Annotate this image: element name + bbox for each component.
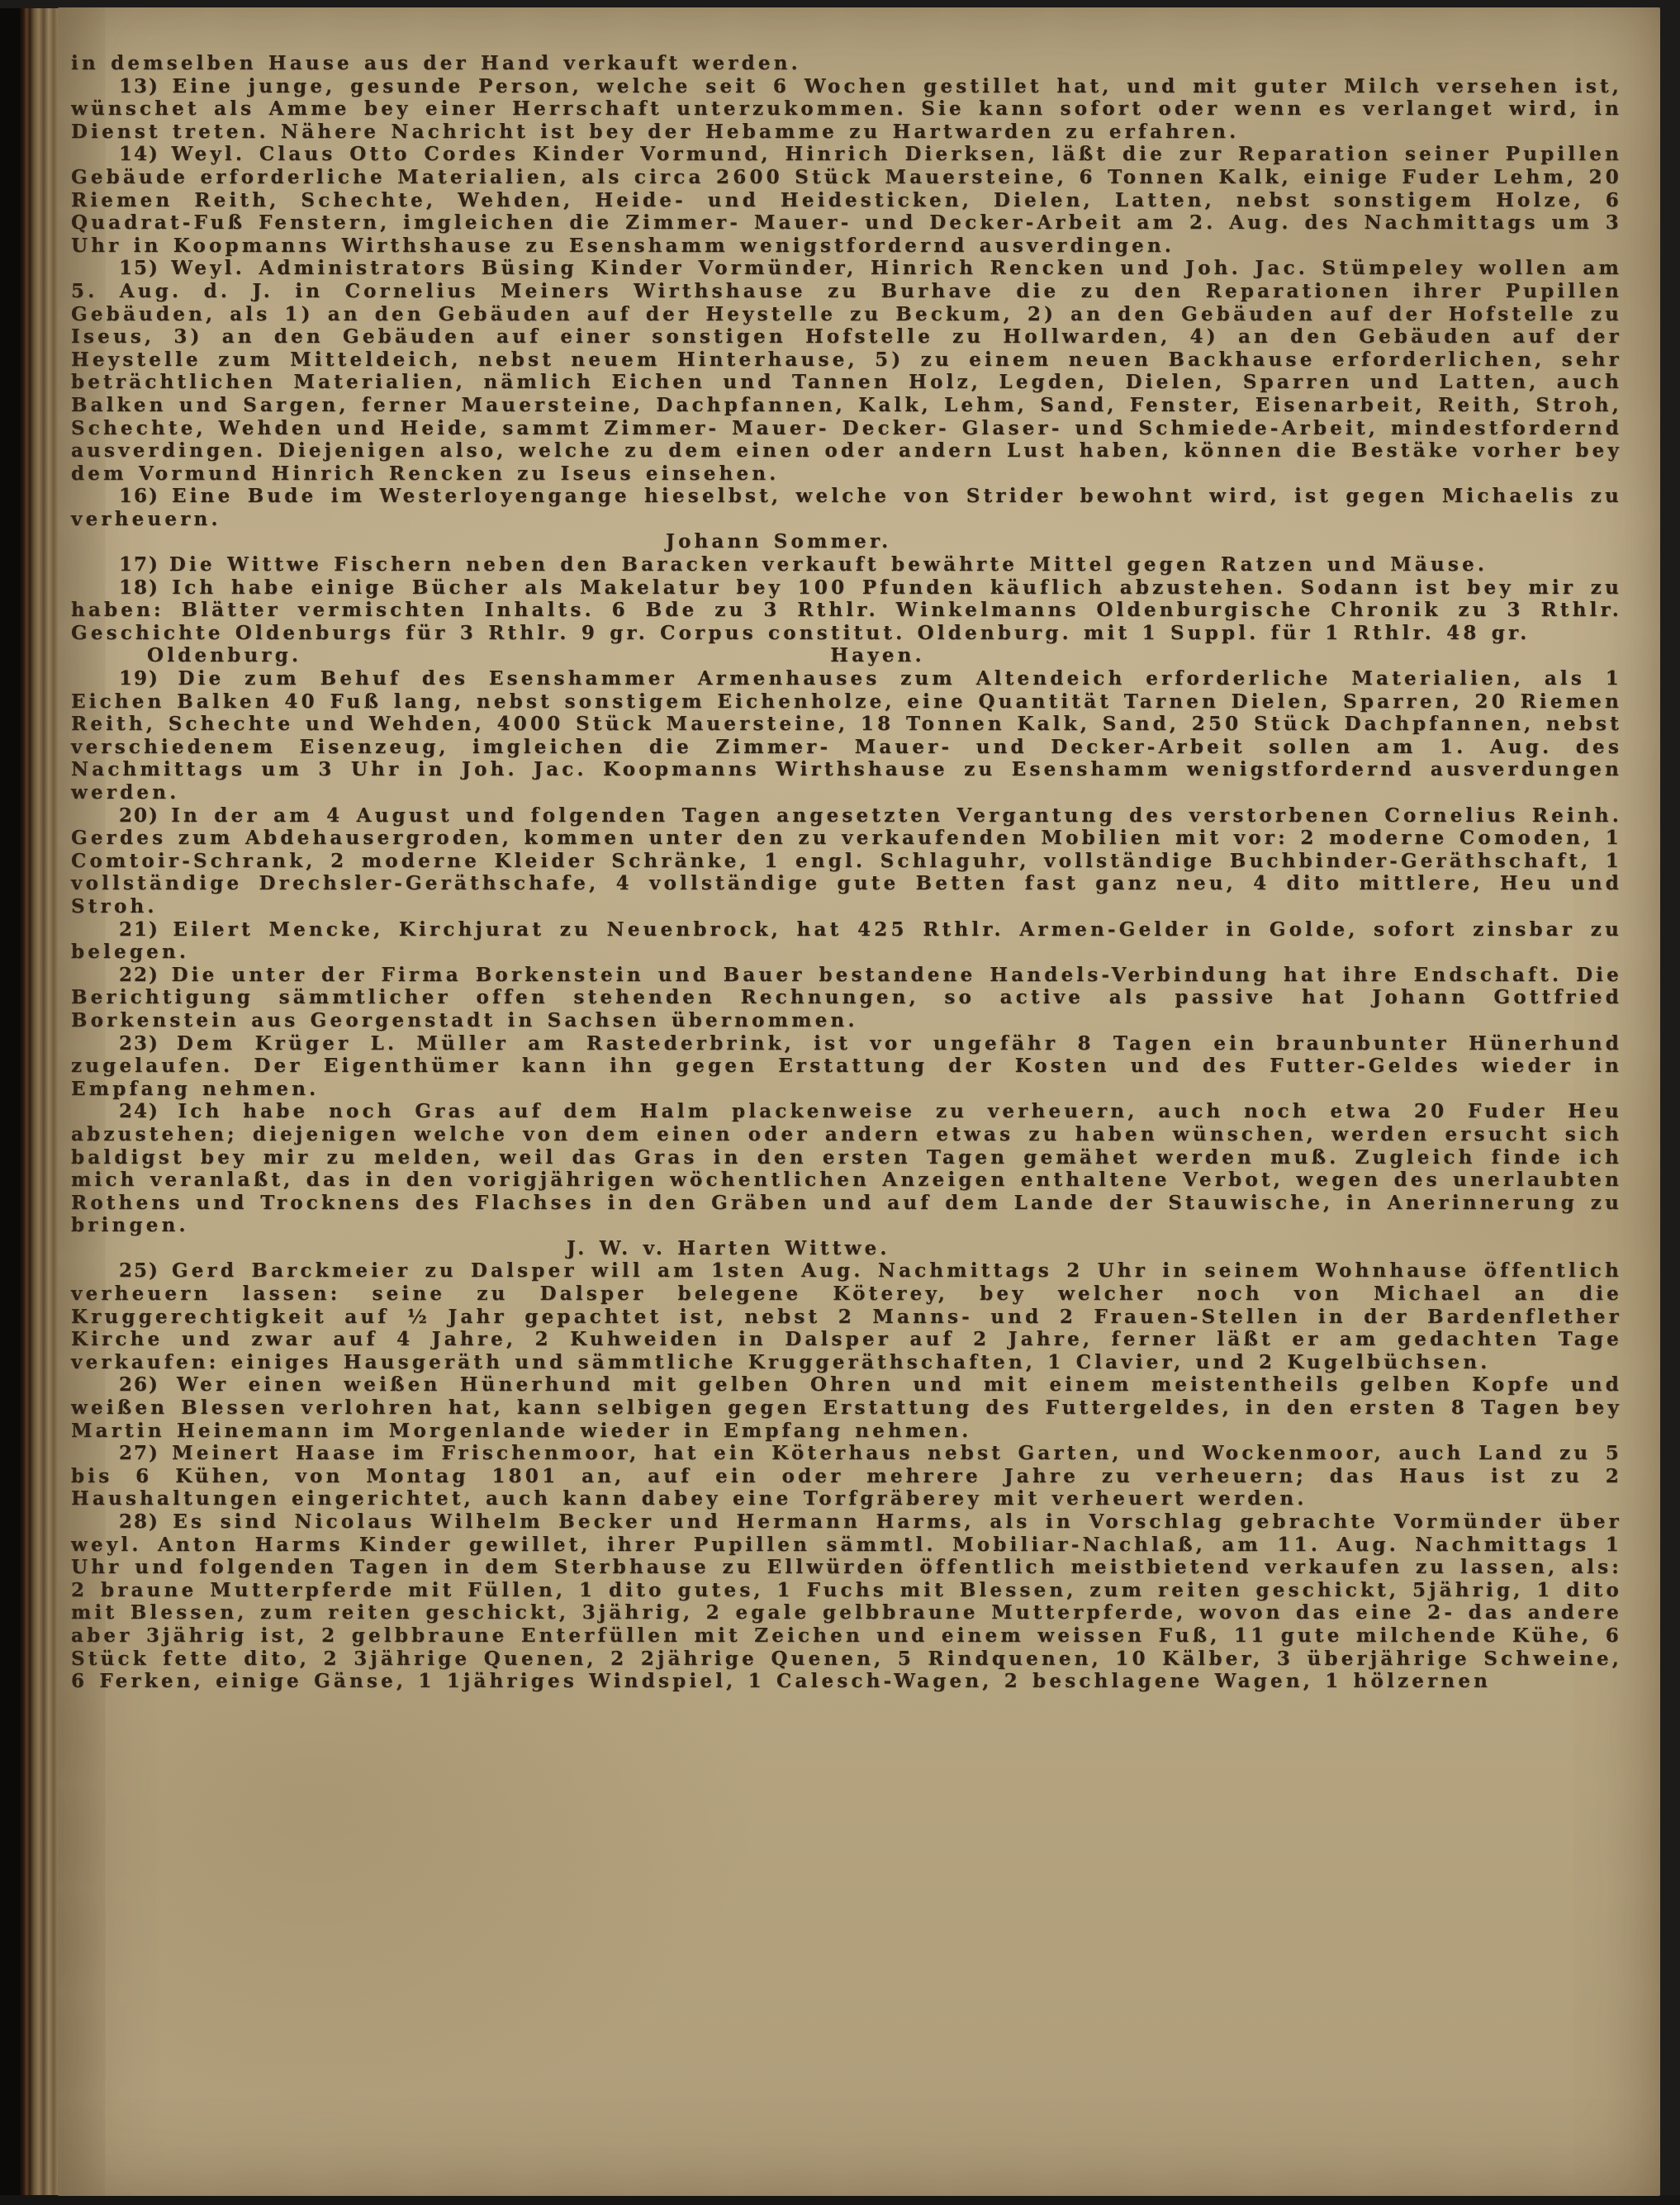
notice-item-21: 21) Eilert Mencke, Kirchjurat zu Neuenbrock, hat 425 Rthlr. Armen-Gelder in Golde, sofort zinsbar zu belegen. xyxy=(71,918,1622,964)
signature: Johann Sommer. xyxy=(666,530,892,553)
notice-item-17: 17) Die Wittwe Fischern neben den Baracken verkauft bewährte Mittel gegen Ratzen und Mäuse. xyxy=(119,553,1488,576)
notice-item-14: 14) Weyl. Claus Otto Cordes Kinder Vormund, Hinrich Dierksen, läßt die zur Reparation seiner Pupillen Gebäude erforderliche Materialien, als circa 2600 Stück Mauersteine, 6 Tonnen Kalk, einige Fuder Lehm, 20 Riemen Reith, Schechte, Wehden, Heide- und Heidesticken, Dielen, Latten, nebst sonstigem Holze, 6 Quadrat-Fuß Fenstern, imgleichen die Zimmer- Mauer- und Decker-Arbeit am 2. Aug. des Nachmittags um 3 Uhr in Koopmanns Wirthshause zu Esenshamm wenigstfordernd ausverdingen. xyxy=(71,143,1622,257)
item-number: 18) xyxy=(119,576,173,599)
item-number: 13) xyxy=(119,74,173,97)
notice-item-18: 18) Ich habe einige Bücher als Makelatur bey 100 Pfunden käuflich abzustehen. Sodann ist bey mir zu haben: Blätter vermischten Inhalts. 6 Bde zu 3 Rthlr. Winkelmanns Oldenburgische Chronik zu 3 Rthlr. Geschichte Oldenburgs für 3 Rthlr. 9 gr. Corpus constitut. Oldenburg. mit 1 Suppl. für 1 Rthlr. 48 gr. xyxy=(71,576,1622,644)
item-number: 24) xyxy=(119,1100,178,1123)
item-number: 25) xyxy=(119,1259,172,1283)
text-column xyxy=(71,52,1622,1693)
notice-item-16: 16) Eine Bude im Westerloyengange hieselbst, welche von Strider bewohnt wird, ist gegen Michaelis zu verheuern. xyxy=(71,485,1622,530)
notice-item-19: 19) Die zum Behuf des Esenshammer Armenhauses zum Altendeich erforderliche Materialien, als 1 Eichen Balken 40 Fuß lang, nebst sonstigem Eichenholze, eine Quantität Tarnen Dielen, Sparren, 20 Riemen Reith, Schechte und Wehden, 4000 Stück Mauersteine, 18 Tonnen Kalk, Sand, 250 Stück Dachpfannen, nebst verschiedenem Eisenzeug, imgleichen die Zimmer- Mauer- und Decker-Arbeit sollen am 1. Aug. des Nachmittags um 3 Uhr in Joh. Jac. Koopmanns Wirthshause zu Esenshamm wenigstfordernd ausverdungen werden. xyxy=(71,667,1622,804)
footer-name: Hayen. xyxy=(830,644,925,667)
notice-item-28: 28) Es sind Nicolaus Wilhelm Becker und Hermann Harms, als in Vorschlag gebrachte Vormünder über weyl. Anton Harms Kinder gewillet, ihrer Pupillen sämmtl. Mobiliar-Nachlaß, am 11. Aug. Nachmittags 1 Uhr und folgenden Tagen in dem Sterbhause zu Ellwürden öffentlich meistbietend verkaufen zu lassen, als: 2 braune Mutterpferde mit Füllen, 1 dito gutes, 1 Fuchs mit Blessen, zum reiten geschickt, 5jährig, 1 dito mit Blessen, zum reiten geschickt, 3jährig, 2 egale gelbbraune Mutterpferde, wovon das eine 2- das andere aber 3jährig ist, 2 gelbbraune Enterfüllen mit Zeichen und einem weissen Fuß, 11 gute milchende Kühe, 6 Stück fette dito, 2 3jährige Quenen, 2 2jährige Quenen, 5 Rindquenen, 10 Kälber, 3 überjährige Schweine, 6 Ferken, einige Gänse, 1 1jähriges Windspiel, 1 Calesch-Wagen, 2 beschlagene Wagen, 1 hölzernen xyxy=(71,1510,1622,1693)
item-number: 15) xyxy=(119,257,172,280)
notice-item-23: 23) Dem Krüger L. Müller am Rastederbrink, ist vor ungefähr 8 Tagen ein braunbunter Hünerhund zugelaufen. Der Eigenthümer kann ihn gegen Erstattung der Kosten und des Futter-Geldes wieder in Empfang nehmen. xyxy=(71,1031,1623,1100)
signature: J. W. v. Harten Wittwe. xyxy=(567,1236,890,1259)
notice-item-26: 26) Wer einen weißen Hünerhund mit gelben Ohren und mit einem meistentheils gelben Kopfe und weißen Blessen verlohren hat, kann selbigen gegen Erstattung des Futtergeldes, in den ersten 8 Tagen bey Martin Heinemann im Morgenlande wieder in Empfang nehmen. xyxy=(71,1373,1622,1442)
notice-item-15: 15) Weyl. Administrators Büsing Kinder Vormünder, Hinrich Rencken und Joh. Jac. Stümpeley wollen am 5. Aug. d. J. in Cornelius Meiners Wirthshause zu Burhave die zu den Reparationen ihrer Pupillen Gebäuden, als 1) an den Gebäuden auf der Heystelle zu Beckum, 2) an den Gebäuden auf der Hofstelle zu Iseus, 3) an den Gebäuden auf einer sonstigen Hofstelle zu Hollwarden, 4) an den Gebäuden auf der Heystelle zum Mitteldeich, nebst neuem Hinterhause, 5) zu einem neuen Backhause erforderlichen, sehr beträchtlichen Materialien, nämlich Eichen und Tannen Holz, Legden, Dielen, Sparren und Latten, auch Balken und Sargen, ferner Mauersteine, Dachpfannen, Kalk, Lehm, Sand, Fenster, Eisenarbeit, Reith, Stroh, Schechte, Wehden und Heide, sammt Zimmer- Mauer- Decker- Glaser- und Schmiede-Arbeit, mindestfordernd ausverdingen. Diejenigen also, welche zu dem einen oder andern Lust haben, können die Bestäke vorher bey dem Vormund Hinrich Rencken zu Iseus einsehen. xyxy=(71,257,1622,485)
item-number: 17) xyxy=(119,553,169,576)
notice-item-27: 27) Meinert Haase im Frischenmoor, hat ein Köterhaus nebst Garten, und Wockenmoor, auch Land zu 5 bis 6 Kühen, von Montag 1801 an, auf ein oder mehrere Jahre zu verheuern; das Haus ist zu 2 Haushaltungen eingerichtet, auch kann dabey eine Torfgräberey mit verheuert werden. xyxy=(71,1442,1622,1510)
item-number: 21) xyxy=(119,918,173,941)
item-number: 19) xyxy=(119,667,178,690)
notice-item-25: 25) Gerd Barckmeier zu Dalsper will am 1sten Aug. Nachmittags 2 Uhr in seinem Wohnhause öffentlich verheuern lassen: seine zu Dalsper belegene Köterey, bey welcher noch von Michael an die Kruggerechtigkeit auf ½ Jahr gepachtet ist, nebst 2 Manns- und 2 Frauen-Stellen in der Bardenflether Kirche und zwar auf 4 Jahre, 2 Kuhweiden in Dalsper auf 2 Jahre, ferner läßt er am gedachten Tage verkaufen: einiges Hausgeräth und sämmtliche Kruggeräthschaften, 1 Clavier, und 2 Kugelbüchsen. xyxy=(71,1259,1622,1373)
item-number: 14) xyxy=(119,143,172,166)
notice-item-20: 20) In der am 4 August und folgenden Tagen angesetzten Vergantung des verstorbenen Cornelius Reinh. Gerdes zum Abdehausergroden, kommen unter den zu verkaufenden Mobilien mit vor: 2 moderne Comoden, 1 Comtoir-Schrank, 2 moderne Kleider Schränke, 1 engl. Schlaguhr, vollständige Buchbinder-Geräthschaft, 1 vollständige Drechsler-Geräthschafe, 4 vollständige gute Betten fast ganz neu, 4 dito mittlere, Heu und Stroh. xyxy=(71,804,1622,918)
item-number: 16) xyxy=(119,485,172,508)
item-number: 28) xyxy=(119,1510,173,1533)
notice-item-13: 13) Eine junge, gesunde Person, welche seit 6 Wochen gestillet hat, und mit guter Milch versehen ist, wünschet als Amme bey einer Herrschaft unterzukommen. Sie kann sofort oder wenn es verlanget wird, in Dienst treten. Nähere Nachricht ist bey der Hebamme zu Hartwarden zu erfahren. xyxy=(71,74,1622,143)
item-number: 20) xyxy=(119,804,172,827)
scan-border-right xyxy=(1659,0,1680,2205)
item-footer xyxy=(71,644,1622,667)
notice-item-24: 24) Ich habe noch Gras auf dem Halm plackenweise zu verheuern, auch noch etwa 20 Fuder Heu abzustehen; diejenigen welche von dem einen oder andern etwas zu haben wünschen, werden ersucht sich baldigst bey mir zu melden, weil das Gras in den ersten Tagen gemähet werden muß. Zugleich finde ich mich veranlaßt, das in den vorigjährigen wöchentlichen Anzeigen enthaltene Verbot, wegen des unerlaubten Rothens und Trocknens des Flachses in den Gräben und auf dem Lande der Stauwische, in Anerinnerung zu bringen. xyxy=(71,1100,1622,1237)
document-page xyxy=(58,7,1660,2196)
book-spine xyxy=(0,0,21,2205)
item-number: 26) xyxy=(119,1373,177,1396)
footer-place: Oldenburg. xyxy=(147,644,302,667)
notice-item-22: 22) Die unter der Firma Borkenstein und Bauer bestandene Handels-Verbindung hat ihre Endschaft. Die Berichtigung sämmtlicher offen stehenden Rechnungen, so active als passive hat Johann Gottfried Borkenstein aus Georgenstadt in Sachsen übernommen. xyxy=(71,963,1622,1031)
notice-list xyxy=(71,75,1622,1693)
continuation-line: in demselben Hause aus der Hand verkauft werden. xyxy=(71,52,801,74)
item-number: 27) xyxy=(119,1442,173,1465)
item-number: 23) xyxy=(119,1031,177,1055)
scan-border-bottom xyxy=(0,2195,1680,2205)
item-number: 22) xyxy=(119,963,172,986)
